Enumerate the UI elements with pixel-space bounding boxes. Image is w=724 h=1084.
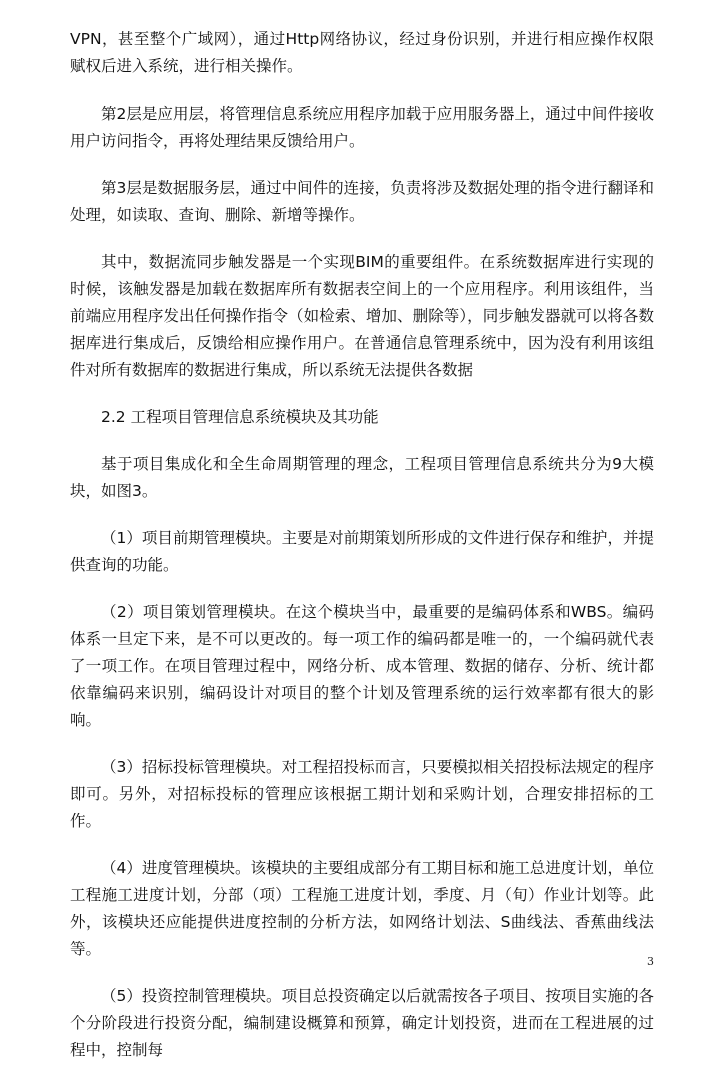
paragraph-module-4: （4）进度管理模块。该模块的主要组成部分有工期目标和施工总进度计划，单位工程施工进度计划，分部（项）工程施工进度计划，季度、月（旬）作业计划等。此外，该模块还应能提供进度控制的分析方法，如网络计划法、S曲线法、香蕉曲线法等。 bbox=[70, 859, 654, 958]
paragraph-module-1: （1）项目前期管理模块。主要是对前期策划所形成的文件进行保存和维护，并提供查询的功能。 bbox=[70, 529, 654, 574]
paragraph-module-overview: 基于项目集成化和全生命周期管理的理念，工程项目管理信息系统共分为9大模块，如图3。 bbox=[70, 455, 654, 500]
paragraph-module-3: （3）招标投标管理模块。对工程招投标而言，只要模拟相关招投标法规定的程序即可。另外，对招标投标的管理应该根据工期计划和采购计划，合理安排招标的工作。 bbox=[70, 758, 654, 830]
paragraph-access-layer: VPN，甚至整个广域网），通过Http网络协议，经过身份识别，并进行相应操作权限赋权后进入系统，进行相关操作。 bbox=[70, 30, 654, 75]
paragraph-sync-trigger: 其中，数据流同步触发器是一个实现BIM的重要组件。在系统数据库进行实现的时候，该触发器是加载在数据库所有数据表空间上的一个应用程序。利用该组件，当前端应用程序发出任何操作指令（如检索、增加、删除等），同步触发器就可以将各数据库进行集成后，反馈给相应操作用户。在普通信息管理系统中，因为没有利用该组件对所有数据库的数据进行集成，所以系统无法提供各数据 bbox=[70, 253, 654, 379]
section-heading: 2.2 工程项目管理信息系统模块及其功能 bbox=[101, 408, 379, 426]
paragraph-module-2: （2）项目策划管理模块。在这个模块当中，最重要的是编码体系和WBS。编码体系一旦定下来，是不可以更改的。每一项工作的编码都是唯一的，一个编码就代表了一项工作。在项目管理过程中，网络分析、成本管理、数据的储存、分析、统计都依靠编码来识别，编码设计对项目的整个计划及管理系统的运行效率都有很大的影响。 bbox=[70, 603, 654, 729]
paragraph-application-layer: 第2层是应用层，将管理信息系统应用程序加载于应用服务器上，通过中间件接收用户访问指令，再将处理结果反馈给用户。 bbox=[70, 105, 654, 150]
page-number: 3 bbox=[647, 955, 654, 968]
document-page bbox=[70, 26, 654, 1084]
paragraph-data-service-layer: 第3层是数据服务层，通过中间件的连接，负责将涉及数据处理的指令进行翻译和处理，如读取、查询、删除、新增等操作。 bbox=[70, 179, 654, 224]
paragraph-module-5: （5）投资控制管理模块。项目总投资确定以后就需按各子项目、按项目实施的各个分阶段进行投资分配，编制建设概算和预算，确定计划投资，进而在工程进展的过程中，控制每 bbox=[70, 987, 654, 1059]
